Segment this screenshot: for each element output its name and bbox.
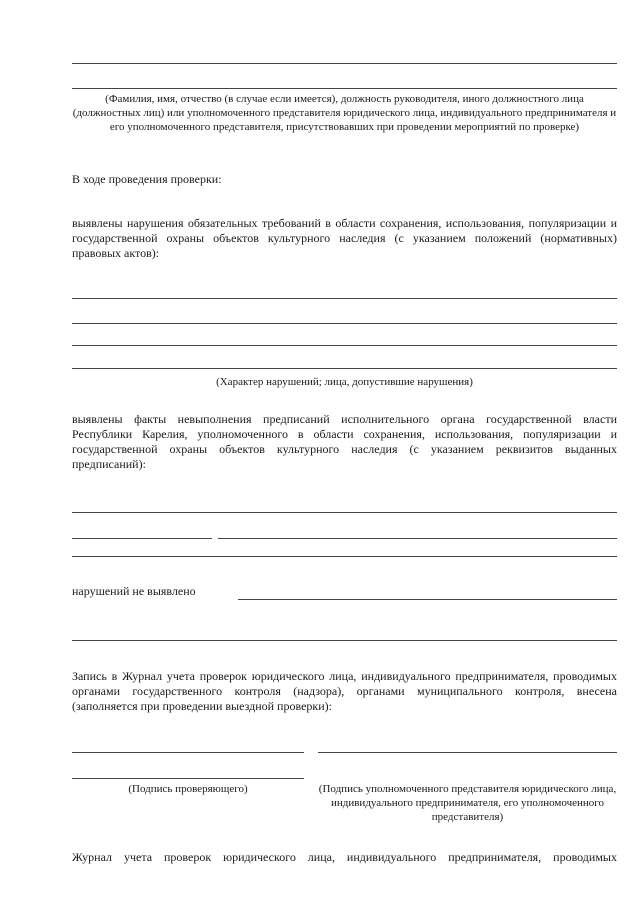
blank-line-violations-1 (72, 298, 617, 299)
blank-line-violations-3 (72, 345, 617, 346)
heading-during-inspection: В ходе проведения проверки: (72, 172, 222, 186)
blank-line-violations-4 (72, 368, 617, 369)
blank-line-after-no-violations (72, 640, 617, 641)
blank-line-prescriptions-1 (72, 512, 617, 513)
caption-participants: (Фамилия, имя, отчество (в случае если имеется), должность руководителя, иного должностного лица (должностных лиц) или уполномоченного представителя юридического лица, индивидуального предпринимателя и его уполномоченного представителя, присутствовавших при проведении мероприятий по проверке) (72, 93, 617, 133)
caption-violations: (Характер нарушений; лица, допустившие нарушения) (216, 376, 473, 388)
blank-line-participants-1 (72, 63, 617, 64)
journal-entry-paragraph: Запись в Журнал учета проверок юридического лица, индивидуального предпринимателя, проводимых органами государственного контроля (надзора), органами муниципального контроля, внесена (заполняется при проведении выездной проверки): (72, 669, 617, 713)
blank-line-violations-2 (72, 323, 617, 324)
caption-signature-representative: (Подпись уполномоченного представителя юридического лица, индивидуального предпринимателя, его уполномоченного представителя) (318, 783, 617, 823)
blank-line-prescriptions-2a (72, 538, 212, 539)
no-violations-label: нарушений не выявлено (72, 584, 196, 598)
blank-line-prescriptions-3 (72, 556, 617, 557)
signature-line-inspector-1 (72, 752, 304, 753)
blank-line-prescriptions-2b (218, 538, 617, 539)
blank-line-participants-2 (72, 88, 617, 89)
signature-line-representative-1 (318, 752, 617, 753)
caption-signature-inspector: (Подпись проверяющего) (128, 783, 248, 795)
violations-paragraph: выявлены нарушения обязательных требований в области сохранения, использования, популяризации и государственной охраны объектов культурного наследия (с указанием положений (нормативных) правовых актов): (72, 216, 617, 260)
blank-line-no-violations (238, 599, 617, 600)
prescriptions-paragraph: выявлены факты невыполнения предписаний исполнительного органа государственной власти Республики Карелия, уполномоченного в области сохранения, использования, популяризации и государственной охраны объектов культурного наследия (с указанием реквизитов выданных предписаний): (72, 412, 617, 471)
journal-footer-paragraph: Журнал учета проверок юридического лица, индивидуального предпринимателя, проводимых (72, 850, 617, 864)
signature-line-inspector-2 (72, 778, 304, 779)
